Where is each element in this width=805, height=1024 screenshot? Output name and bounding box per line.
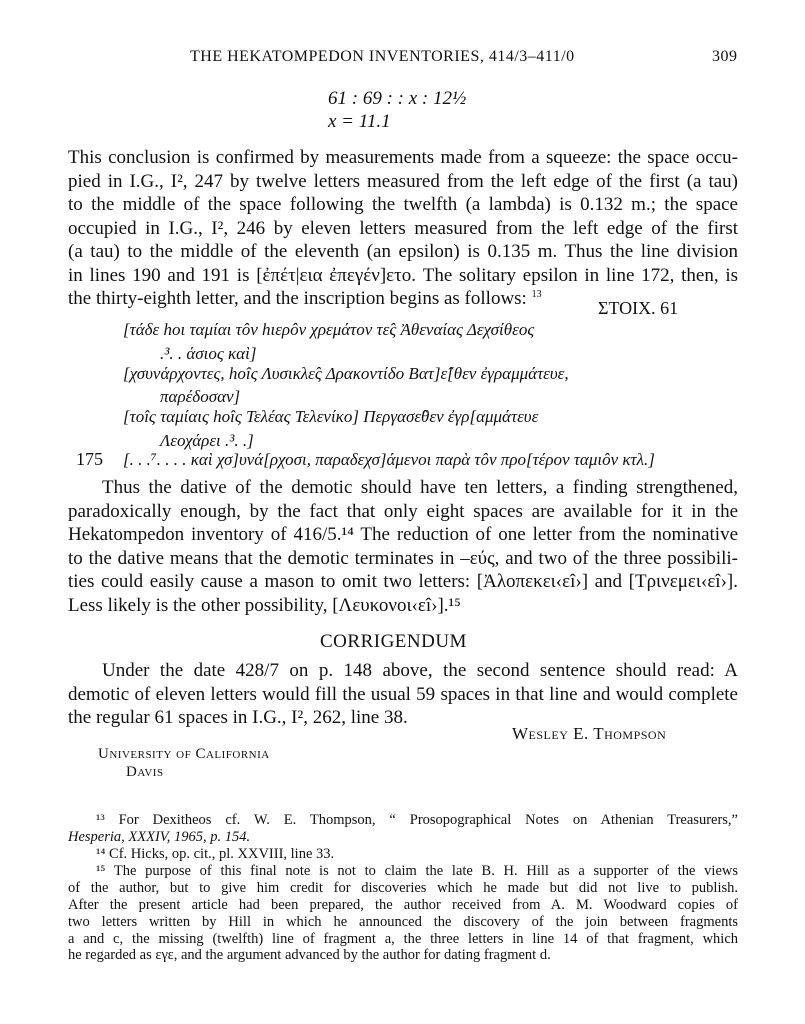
- affiliation-university: University of California: [98, 746, 270, 762]
- text-line: (a tau) to the middle of the eleventh (an epsilon) is 0.135 m. Thus the line division: [68, 241, 738, 262]
- paragraph-1: [68, 146, 738, 311]
- text-line: Less likely is the other possibility, [Λευκονοι‹εî›].¹⁵: [68, 594, 461, 616]
- text-line: in lines 190 and 191 is [ἐπέτ|εια ἐπεγέν]ετο. The solitary epsilon in line 172, then, is: [68, 264, 738, 286]
- affiliation-city: Davis: [126, 764, 164, 780]
- footnote-line: After the present article had been prepared, the author received from A. M. Woodward copies of: [68, 896, 738, 913]
- text-line: This conclusion is confirmed by measurements made from a squeeze: the space occu-: [68, 147, 738, 168]
- text-line: to the middle of the space following the twelfth (a lambda) is 0.132 m.; the space: [68, 194, 738, 215]
- inscription-line: [τάδε hοι ταμίαι τôν hιερôν χρεμάτον τε̂ς Ἀθεναίας Δεχσίθεος: [123, 320, 535, 339]
- text-line: ties could easily cause a mason to omit two letters: [Ἀλοπεκει‹εî›] and [Τρινεμει‹εî›].: [68, 571, 738, 592]
- text-line: the regular 61 spaces in I.G., I², 262, line 38.: [68, 707, 408, 728]
- footnote-line: two letters written by Hill in which he announced the discovery of the join between fragments: [68, 913, 738, 930]
- footnote-13: [68, 812, 738, 846]
- corrigendum-text: [68, 659, 738, 730]
- corrigendum-heading: CORRIGENDUM: [320, 631, 467, 652]
- text-line: pied in I.G., I², 247 by twelve letters measured from the left edge of the first (a tau): [68, 170, 738, 192]
- text-line: occupied in I.G., I², 246 by eleven letters measured from the left edge of the first: [68, 217, 738, 239]
- text-line: to the dative means that the demotic terminates in –εύς, and two of the three possibili-: [68, 547, 738, 569]
- footnote-line: of the author, but to give him credit for discoveries which he made but did not live to publish.: [68, 879, 738, 896]
- text-line: paradoxically enough, by the fact that only eight spaces are available for it in the: [68, 500, 738, 522]
- footnote-ref: 13: [531, 289, 542, 300]
- author-signature: Wesley E. Thompson: [512, 724, 667, 743]
- text-line: Under the date 428/7 on p. 148 above, the second sentence should read: A: [102, 660, 738, 681]
- page-number: 309: [712, 48, 738, 65]
- inscription-line: .³. . άσιος καὶ]: [160, 344, 257, 363]
- inscription-line: [. . .⁷. . . . καὶ χσ]υνά[ρχοσι, παραδεχσ]άμενοι παρὰ τôν προ[τέρον ταμιôν κτλ.]: [123, 450, 655, 469]
- footnote-line: a and c, the missing (twelfth) line of fragment a, the three letters in line 14 of that fragment, which: [68, 930, 738, 947]
- inscription-line: Λεοχάρει .³. .]: [160, 431, 254, 450]
- text-line: Hekatompedon inventory of 416/5.¹⁴ The reduction of one letter from the nominative: [68, 524, 738, 545]
- line-number: 175: [76, 449, 103, 469]
- footnote-line: he regarded as εγε, and the argument advanced by the author for dating fragment d.: [68, 947, 551, 964]
- text-line: Thus the dative of the demotic should have ten letters, a finding strengthened,: [102, 477, 738, 498]
- footnote-14: ¹⁴ Cf. Hicks, op. cit., pl. XXVIII, line 33.: [96, 846, 335, 862]
- footnote-line: ¹⁵ The purpose of this final note is not to claim the late B. H. Hill as a supporter of the views: [96, 863, 738, 879]
- footnote-line: Hesperia, XXXIV, 1965, p. 154.: [68, 828, 251, 845]
- text-line-content: the thirty-eighth letter, and the inscription begins as follows:: [68, 288, 527, 309]
- footnote-15: [68, 863, 738, 964]
- stoichedon-label: ΣΤΟΙΧ. 61: [598, 298, 679, 318]
- text-line: demotic of eleven letters would fill the usual 59 spaces in that line and would complete: [68, 683, 738, 705]
- running-title: THE HEKATOMPEDON INVENTORIES, 414/3–411/0: [190, 48, 575, 65]
- paragraph-2: [68, 476, 738, 617]
- footnote-line: ¹³ For Dexitheos cf. W. E. Thompson, “ Prosopographical Notes on Athenian Treasurers,”: [96, 812, 738, 828]
- inscription-line: [χσυνάρχοντες, hοîς Λυσικλε̂ς Δρακοντίδο Βατ]ε̂[θεν ἐγραμμάτευε,: [123, 364, 569, 383]
- equation-line-2: x = 11.1: [328, 111, 391, 132]
- equation-line-1: 61 : 69 : : x : 12½: [328, 88, 467, 109]
- inscription-line: [τοîς ταμίαις hοîς Τελέας Τελενίκο] Περγασε̂θεν ἐγρ[αμμάτευε: [123, 407, 539, 426]
- inscription-line: παρέδοσαν]: [160, 387, 241, 406]
